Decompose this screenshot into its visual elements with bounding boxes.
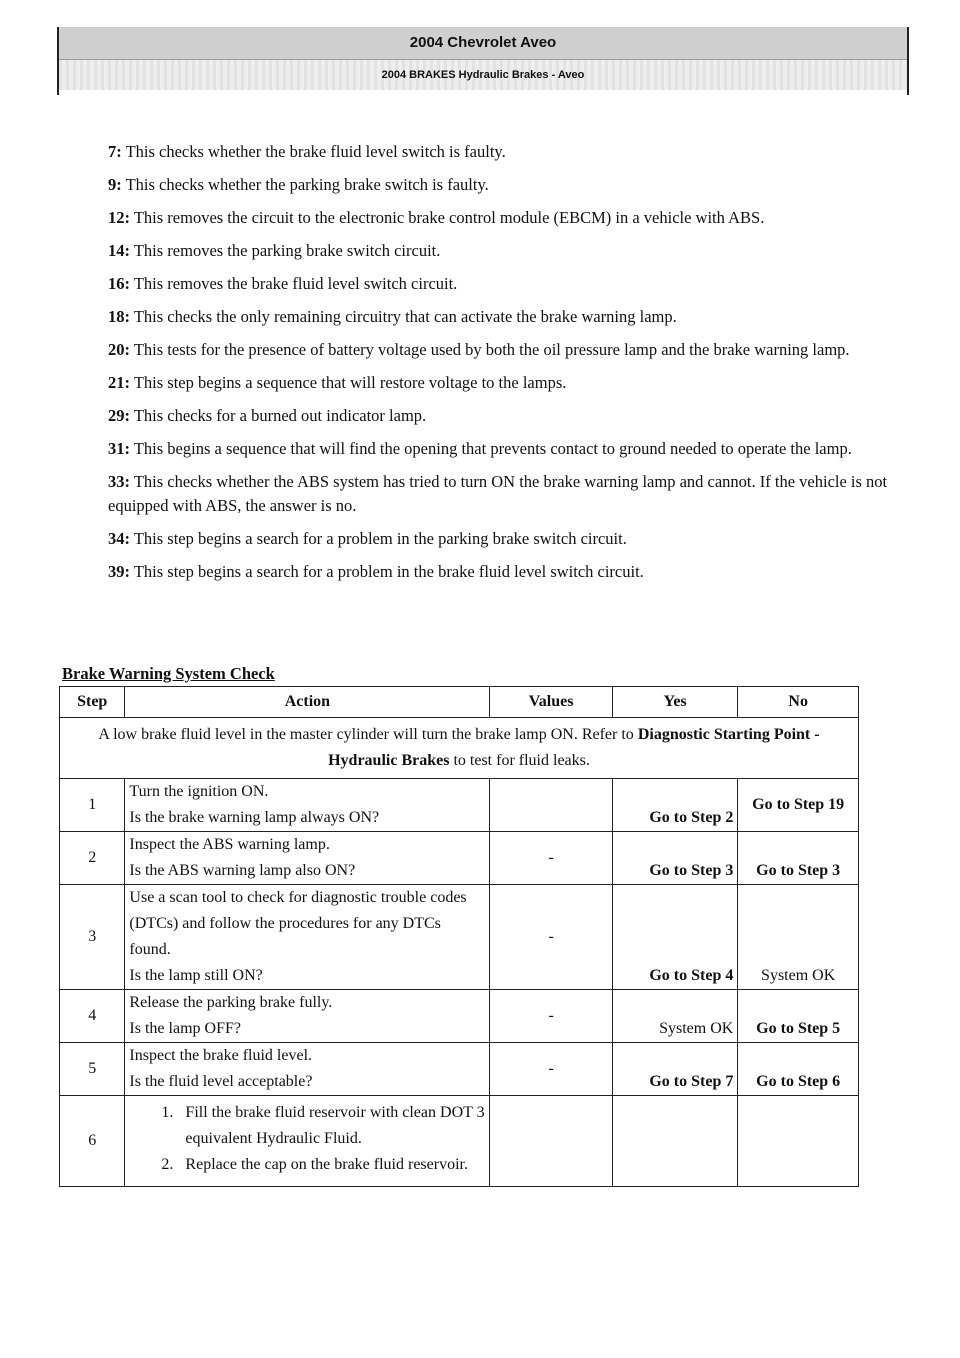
note-text: This begins a sequence that will find the opening that prevents contact to ground needed to operate the lamp. (133, 439, 852, 458)
note-number: 20: (108, 340, 130, 359)
yes-link[interactable]: Go to Step 7 (612, 1043, 737, 1096)
note-item (108, 272, 908, 296)
note-item (108, 140, 908, 164)
header-no: No (738, 687, 859, 718)
note-text: This removes the parking brake switch circuit. (133, 241, 441, 260)
note-item (108, 437, 908, 461)
yes-cell (612, 1096, 737, 1187)
note-item (108, 371, 908, 395)
note-item (108, 527, 908, 551)
note-text: This checks the only remaining circuitry that can activate the brake warning lamp. (133, 307, 677, 326)
action-cell (125, 832, 490, 885)
note-number: 12: (108, 208, 130, 227)
step-number: 6 (60, 1096, 125, 1187)
note-item (108, 338, 908, 362)
note-number: 9: (108, 175, 122, 194)
action-list-item: 2. Replace the cap on the brake fluid reservoir. (177, 1152, 485, 1178)
note-text: This checks whether the brake fluid level switch is faulty. (125, 142, 506, 161)
value-cell: - (490, 885, 613, 990)
table-row (60, 1096, 859, 1187)
document-title: 2004 Chevrolet Aveo (59, 27, 907, 60)
note-text: This step begins a sequence that will restore voltage to the lamps. (133, 373, 567, 392)
action-cell (125, 990, 490, 1043)
action-instruction: Inspect the brake fluid level. (129, 1047, 313, 1064)
step-number: 1 (60, 779, 125, 832)
document-header (57, 27, 909, 95)
note-item (108, 560, 908, 584)
no-result: System OK (738, 885, 859, 990)
document-subtitle: 2004 BRAKES Hydraulic Brakes - Aveo (59, 60, 907, 90)
action-question: Is the lamp OFF? (129, 1020, 241, 1037)
table-row (60, 779, 859, 832)
action-question: Is the brake warning lamp always ON? (129, 809, 380, 826)
note-text: This step begins a search for a problem in the brake fluid level switch circuit. (133, 562, 644, 581)
note-number: 14: (108, 241, 130, 260)
yes-link[interactable]: Go to Step 2 (612, 779, 737, 832)
value-cell (490, 779, 613, 832)
intro-text: A low brake fluid level in the master cylinder will turn the brake lamp ON. Refer to (98, 726, 638, 743)
table-caption: Brake Warning System Check (62, 664, 275, 683)
action-instruction: Turn the ignition ON. (129, 783, 269, 800)
action-instruction: Release the parking brake fully. (129, 994, 333, 1011)
action-question: Is the lamp still ON? (129, 967, 263, 984)
note-number: 21: (108, 373, 130, 392)
no-link[interactable]: Go to Step 5 (738, 990, 859, 1043)
intro-cell (60, 718, 859, 779)
note-item (108, 404, 908, 428)
header-values: Values (490, 687, 613, 718)
table-row (60, 990, 859, 1043)
action-list (129, 1100, 485, 1178)
yes-result: System OK (612, 990, 737, 1043)
note-text: This checks for a burned out indicator lamp. (133, 406, 427, 425)
note-number: 16: (108, 274, 130, 293)
action-question: Is the fluid level acceptable? (129, 1073, 313, 1090)
action-list-item: 1. Fill the brake fluid reservoir with clean DOT 3 equivalent Hydraulic Fluid. (177, 1100, 485, 1152)
note-item (108, 305, 908, 329)
table-row (60, 885, 859, 990)
action-instruction: Inspect the ABS warning lamp. (129, 836, 330, 853)
value-cell: - (490, 832, 613, 885)
no-link[interactable]: Go to Step 19 (738, 779, 859, 832)
step-number: 5 (60, 1043, 125, 1096)
action-question: Is the ABS warning lamp also ON? (129, 862, 356, 879)
yes-link[interactable]: Go to Step 4 (612, 885, 737, 990)
table-header-row (60, 687, 859, 718)
note-item (108, 470, 908, 518)
note-number: 7: (108, 142, 122, 161)
step-notes (108, 140, 908, 593)
note-text: This removes the brake fluid level switch circuit. (133, 274, 458, 293)
no-link[interactable]: Go to Step 3 (738, 832, 859, 885)
note-text: This step begins a search for a problem in the parking brake switch circuit. (133, 529, 627, 548)
intro-link[interactable]: Diagnostic Starting Point - Hydraulic Brakes (328, 726, 820, 769)
note-number: 33: (108, 472, 130, 491)
table-row (60, 1043, 859, 1096)
action-cell (125, 1043, 490, 1096)
intro-row (60, 718, 859, 779)
note-number: 18: (108, 307, 130, 326)
note-number: 29: (108, 406, 130, 425)
value-cell: - (490, 990, 613, 1043)
no-link[interactable]: Go to Step 6 (738, 1043, 859, 1096)
diagnostic-table (59, 686, 859, 1187)
note-item (108, 239, 908, 263)
header-action: Action (125, 687, 490, 718)
header-step: Step (60, 687, 125, 718)
value-cell: - (490, 1043, 613, 1096)
action-cell (125, 1096, 490, 1187)
step-number: 4 (60, 990, 125, 1043)
note-text: This checks whether the ABS system has tried to turn ON the brake warning lamp and cannot. If the vehicle is not equipped with ABS, the answer is no. (108, 472, 888, 515)
note-number: 31: (108, 439, 130, 458)
action-instruction: Use a scan tool to check for diagnostic trouble codes (DTCs) and follow the procedures for any DTCs found. (129, 889, 467, 958)
value-cell (490, 1096, 613, 1187)
note-number: 34: (108, 529, 130, 548)
table-row (60, 832, 859, 885)
yes-link[interactable]: Go to Step 3 (612, 832, 737, 885)
action-cell (125, 779, 490, 832)
action-cell (125, 885, 490, 990)
intro-text-end: to test for fluid leaks. (449, 752, 590, 769)
header-yes: Yes (612, 687, 737, 718)
note-number: 39: (108, 562, 130, 581)
note-item (108, 173, 908, 197)
step-number: 3 (60, 885, 125, 990)
note-text: This checks whether the parking brake switch is faulty. (125, 175, 489, 194)
note-text: This removes the circuit to the electronic brake control module (EBCM) in a vehicle with ABS. (133, 208, 765, 227)
note-item (108, 206, 908, 230)
no-cell (738, 1096, 859, 1187)
note-text: This tests for the presence of battery voltage used by both the oil pressure lamp and the brake warning lamp. (133, 340, 850, 359)
step-number: 2 (60, 832, 125, 885)
